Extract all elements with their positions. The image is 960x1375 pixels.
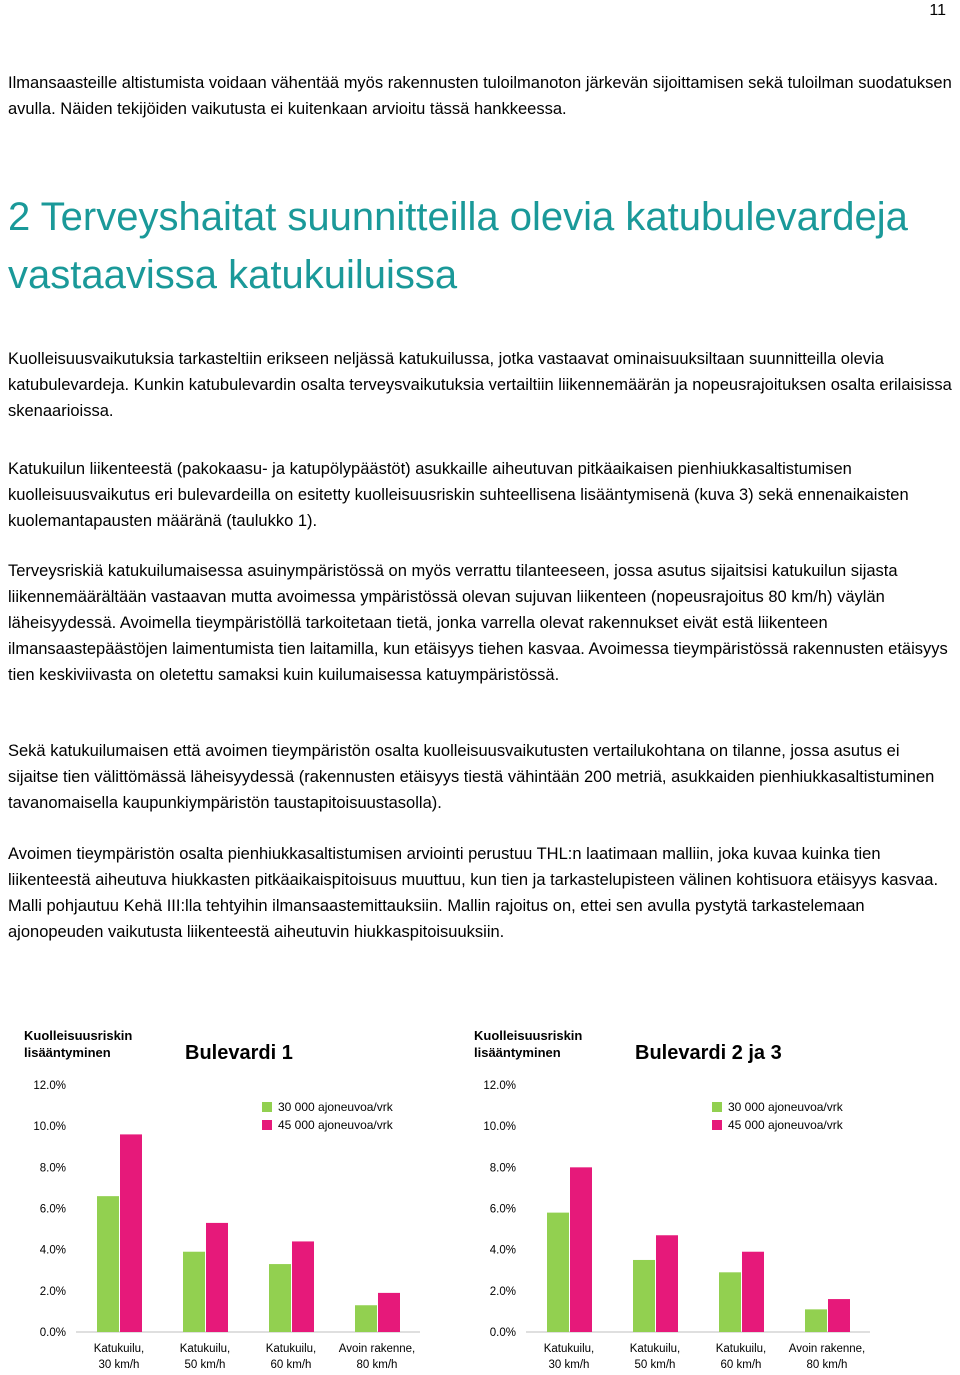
bar-30000 (719, 1272, 741, 1332)
y-tick-label: 2.0% (489, 1285, 516, 1298)
paragraph-3: Terveysriskiä katukuilumaisessa asuinympäristössä on myös verrattu tilanteeseen, jossa asutus sijaitsisi katukuilun sijasta liikennemäärältään vastaavan mutta avoimessa ympäristössä olevan sujuvan liikenteen (nopeusrajoitus 80 km/h) väylän läheisyydessä. Avoimella tieympäristöllä tarkoitetaan tietä, jonka varrella olevat rakennukset eivät estä liikenteen ilmansaastepäästöjen laimentumista tien laitamilla, kun etäisyys tiehen kasvaa. Avoimessa tieympäristössä rakennusten etäisyys tien keskiviivasta on oletettu samaksi kuin kuilumaisessa katuympäristössä. (8, 562, 948, 684)
x-tick-label: Katukuilu, (543, 1343, 595, 1355)
bar-30000 (547, 1213, 569, 1332)
bar-30000 (355, 1305, 377, 1332)
bar-45000 (378, 1293, 400, 1332)
bar-45000 (656, 1235, 678, 1332)
y-axis-label-line: lisääntyminen (474, 1045, 561, 1060)
y-axis-label-line: Kuolleisuusriskin (24, 1028, 133, 1043)
y-tick-label: 8.0% (489, 1162, 516, 1175)
y-tick-label: 4.0% (39, 1244, 66, 1257)
legend-label: 45 000 ajoneuvoa/vrk (728, 1118, 843, 1132)
bar-45000 (120, 1134, 142, 1332)
x-tick-label: 80 km/h (806, 1359, 848, 1371)
legend-swatch (712, 1102, 722, 1112)
y-tick-label: 10.0% (33, 1121, 66, 1134)
page-number: 11 (929, 2, 946, 19)
y-tick-label: 0.0% (39, 1327, 66, 1339)
chart-bulevardi-2-ja-3 (470, 1020, 890, 1372)
bar-chart-bulevardi-1 (20, 1020, 440, 1372)
y-tick-label: 4.0% (489, 1244, 516, 1257)
y-tick-label: 6.0% (39, 1203, 66, 1216)
x-tick-label: Katukuilu, (179, 1343, 231, 1355)
bar-45000 (292, 1241, 314, 1332)
bar-30000 (269, 1264, 291, 1332)
x-tick-label: Avoin rakenne, (788, 1343, 866, 1355)
x-tick-label: 60 km/h (270, 1359, 312, 1371)
chart-title: Bulevardi 1 (185, 1042, 293, 1064)
y-tick-label: 6.0% (489, 1203, 516, 1216)
x-tick-label: Katukuilu, (629, 1343, 681, 1355)
y-tick-label: 0.0% (489, 1327, 516, 1339)
bar-30000 (97, 1196, 119, 1332)
legend-label: 45 000 ajoneuvoa/vrk (278, 1118, 393, 1132)
x-tick-label: 30 km/h (548, 1359, 590, 1371)
legend-label: 30 000 ajoneuvoa/vrk (728, 1100, 843, 1114)
paragraph-4: Sekä katukuilumaisen että avoimen tieympäristön osalta kuolleisuusvaikutusten vertailukohtana on tilanne, jossa asutus ei sijaitse tien välittömässä läheisyydessä (rakennusten etäisyys tiestä vähintään 200 metriä, asukkaiden pienhiukkasaltistuminen tavanomaisella kaupunkiympäristön taustapitoisuustasolla). (8, 742, 935, 812)
chart-bulevardi-1 (20, 1020, 440, 1372)
x-tick-label: Katukuilu, (715, 1343, 767, 1355)
x-tick-label: 50 km/h (634, 1359, 676, 1371)
paragraph-1: Kuolleisuusvaikutuksia tarkasteltiin erikseen neljässä katukuilussa, jotka vastaavat ominaisuuksiltaan suunnitteilla olevia katubulevardeja. Kunkin katubulevardin osalta terveysvaikutuksia vertailtiin liikennemäärän ja nopeusrajoituksen osalta erilaisissa skenaarioissa. (8, 350, 952, 420)
x-tick-label: 50 km/h (184, 1359, 226, 1371)
legend-swatch (262, 1102, 272, 1112)
x-tick-label: Katukuilu, (93, 1343, 145, 1355)
bar-45000 (742, 1252, 764, 1332)
y-axis-label-line: Kuolleisuusriskin (474, 1028, 583, 1043)
bar-45000 (206, 1223, 228, 1332)
y-tick-label: 10.0% (483, 1121, 516, 1134)
legend-label: 30 000 ajoneuvoa/vrk (278, 1100, 393, 1114)
chart-title: Bulevardi 2 ja 3 (635, 1042, 782, 1064)
x-tick-label: Avoin rakenne, (338, 1343, 416, 1355)
bar-30000 (805, 1309, 827, 1332)
y-axis-label-line: lisääntyminen (24, 1045, 111, 1060)
x-tick-label: 60 km/h (720, 1359, 762, 1371)
bar-30000 (633, 1260, 655, 1332)
x-tick-label: 80 km/h (356, 1359, 398, 1371)
bar-45000 (570, 1167, 592, 1332)
bar-30000 (183, 1252, 205, 1332)
x-tick-label: 30 km/h (98, 1359, 140, 1371)
bar-chart-bulevardi-2-ja-3 (470, 1020, 890, 1372)
legend-swatch (262, 1120, 272, 1130)
y-tick-label: 2.0% (39, 1285, 66, 1298)
intro-paragraph: Ilmansaasteille altistumista voidaan vähentää myös rakennusten tuloilmanoton järkevän sijoittamisen sekä tuloilman suodatuksen avulla. Näiden tekijöiden vaikutusta ei kuitenkaan arvioitu tässä hankkeessa. (8, 74, 952, 118)
bar-45000 (828, 1299, 850, 1332)
y-tick-label: 8.0% (39, 1162, 66, 1175)
paragraph-2: Katukuilun liikenteestä (pakokaasu- ja katupölypäästöt) asukkaille aiheutuvan pitkäaikaisen pienhiukkasaltistumisen kuolleisuusvaikutus eri bulevardeilla on esitetty kuolleisuusriskin suhteellisena lisääntymisenä (kuva 3) sekä ennenaikaisten kuolemantapausten määränä (taulukko 1). (8, 460, 909, 530)
legend-swatch (712, 1120, 722, 1130)
paragraph-5: Avoimen tieympäristön osalta pienhiukkasaltistumisen arviointi perustuu THL:n laatimaan malliin, joka kuvaa kuinka tien liikenteestä aiheutuva hiukkasten pitkäaikaispitoisuus muuttuu, kun tien ja tarkastelupisteen välinen kohtisuora etäisyys kasvaa. Malli pohjautuu Kehä III:lla tehtyihin ilmansaastemittauksiin. Mallin rajoitus on, ettei sen avulla pystytä tarkastelemaan ajonopeuden vaikutusta liikenteestä aiheutuvin hiukkaspitoisuuksiin. (8, 845, 939, 941)
x-tick-label: Katukuilu, (265, 1343, 317, 1355)
section-heading: 2 Terveyshaitat suunnitteilla olevia katubulevardeja vastaavissa katukuiluissa (8, 195, 908, 297)
y-tick-label: 12.0% (483, 1080, 516, 1092)
y-tick-label: 12.0% (33, 1080, 66, 1092)
